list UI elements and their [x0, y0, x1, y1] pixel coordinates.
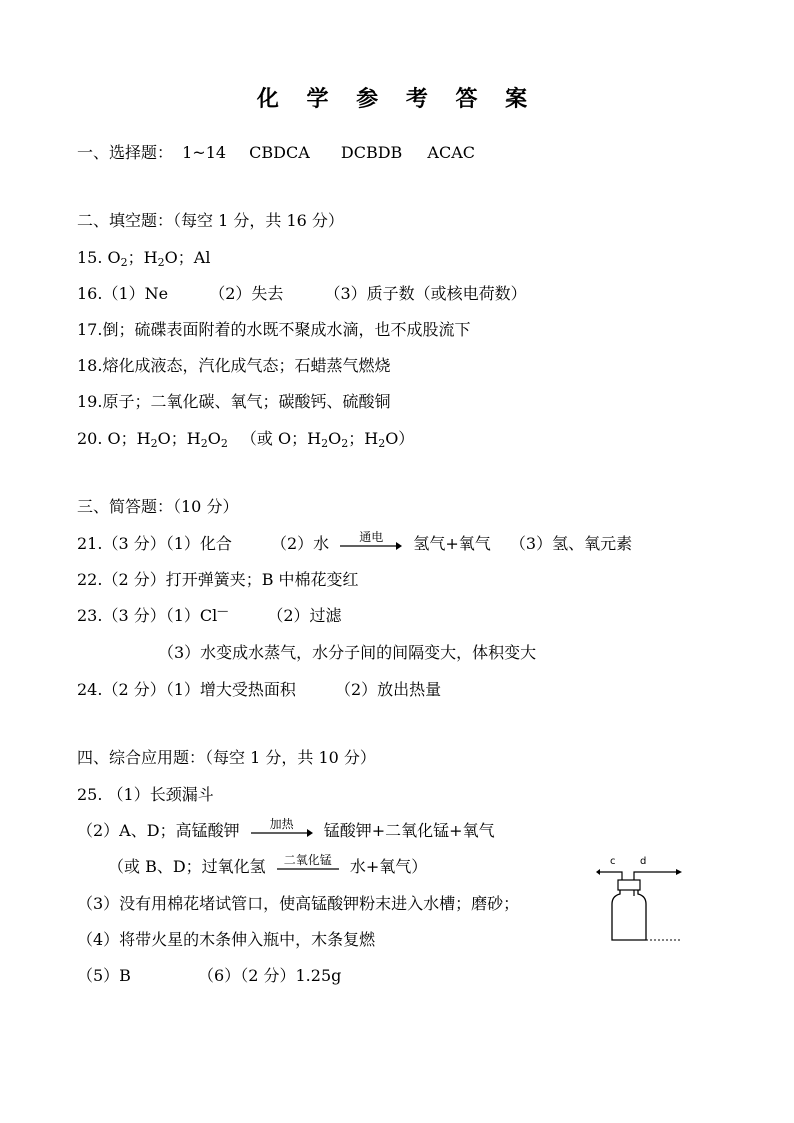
- answer-25-5-6: [77, 965, 341, 987]
- q25-6: （6）（2 分）1.25g: [198, 966, 342, 985]
- q25-5: （5）B: [77, 966, 131, 985]
- arrow-condition-electrolysis: 通电: [359, 529, 384, 544]
- section-1-choice: [77, 142, 475, 164]
- answer-17: 17.倒；硫碟表面附着的水既不聚成水滴，也不成股流下: [77, 320, 471, 339]
- answer-19: 19.原子；二氧化碳、氧气；碳酸钙、硫酸铜: [77, 392, 391, 411]
- choice-group-1: CBDCA: [249, 143, 310, 162]
- section-2-header: 二、填空题：（每空 1 分，共 16 分）: [77, 211, 344, 230]
- answer-15: [77, 247, 210, 269]
- q16-part-3: （3）质子数（或核电荷数）: [324, 284, 527, 303]
- q21-part-2-reactant: （2）水: [271, 534, 330, 553]
- q20-text-3: O: [207, 429, 221, 448]
- section-1-label: 一、选择题：: [77, 143, 174, 162]
- q15-c: O；Al: [164, 248, 211, 267]
- reaction-arrow-heat: [251, 816, 313, 841]
- answer-25-4: （4）将带火星的木条伸入瓶中，木条复燃: [77, 930, 376, 949]
- page-title: 化 学 参 考 答 案: [256, 86, 538, 112]
- arrow-condition-heat: 加热: [269, 816, 294, 831]
- q20-text-2: O；H: [157, 429, 201, 448]
- q20-sub-2: 2: [200, 437, 208, 450]
- q20-sub-4: 2: [321, 437, 329, 450]
- answer-23: [77, 605, 342, 627]
- answer-25-1: 25. （1）长颈漏斗: [77, 785, 214, 804]
- q23-head: 23.（3 分）: [77, 606, 166, 625]
- q15-a-sub: 2: [120, 256, 128, 269]
- q21-head: 21.（3 分）: [77, 534, 166, 553]
- arrow-condition-catalyst: 二氧化锰: [283, 852, 332, 867]
- answer-16: [77, 283, 527, 305]
- answer-23-part-3: （3）水变成水蒸气，水分子间的间隔变大，体积变大: [158, 643, 537, 662]
- gas-bottle-figure: [596, 850, 686, 945]
- q16-num: 16.: [77, 284, 103, 303]
- arrow-icon: [340, 542, 402, 550]
- q24-part-2: （2）放出热量: [335, 680, 442, 699]
- q24-head: 24.（2 分）: [77, 680, 166, 699]
- tube-c-label: c: [610, 856, 616, 867]
- q25-2-alt-products: 水+氧气）: [349, 857, 428, 876]
- q21-part-3: （3）氢、氧元素: [509, 534, 633, 553]
- q15-a: O: [107, 248, 121, 267]
- q20-sub-1: 2: [150, 437, 158, 450]
- answer-20: [77, 428, 414, 450]
- answer-25-3: （3）没有用棉花堵试管口，使高锰酸钾粉末进入水槽；磨砂；: [77, 894, 520, 913]
- q15-b-sub: 2: [157, 256, 165, 269]
- choice-group-2: DCBDB: [340, 143, 403, 162]
- q25-2-alt-reactant: （或 B、D；过氧化氢: [108, 857, 266, 876]
- q16-part-2: （2）失去: [209, 284, 284, 303]
- section-3-header: 三、简答题：（10 分）: [77, 497, 239, 516]
- q20-text-4: （或 O；H: [240, 429, 322, 448]
- q25-2-products: 锰酸钾+二氧化锰+氧气: [323, 821, 495, 840]
- q16-part-1: （1）Ne: [102, 284, 169, 303]
- q24-part-1: （1）增大受热面积: [165, 680, 296, 699]
- reaction-arrow-catalyst: [277, 852, 339, 877]
- answer-21: [77, 529, 633, 555]
- q20-sub-3: 2: [220, 437, 228, 450]
- tube-d-label: d: [640, 856, 647, 867]
- q21-part-1: （1）化合: [165, 534, 232, 553]
- q25-2-reactant: （2）A、D；高锰酸钾: [77, 821, 240, 840]
- q21-part-2-product: 氢气+氧气: [413, 534, 491, 553]
- q23-part-1: （1）Cl: [165, 606, 218, 625]
- q20-text-5: O: [328, 429, 342, 448]
- q20-sub-5: 2: [341, 437, 349, 450]
- q20-sub-6: 2: [378, 437, 386, 450]
- arrow-icon: [251, 829, 313, 837]
- q20-text-6: ；H: [348, 429, 379, 448]
- choice-group-3: ACAC: [427, 143, 475, 162]
- q20-text-7: O）: [385, 429, 415, 448]
- answer-25-2: [77, 816, 495, 842]
- section-4-header: 四、综合应用题：（每空 1 分，共 10 分）: [77, 748, 376, 767]
- answer-25-2-alt: [108, 852, 428, 878]
- q23-charge: —: [217, 604, 229, 618]
- choice-range: 1~14: [182, 143, 227, 162]
- answer-22: 22.（2 分）打开弹簧夹；B 中棉花变红: [77, 570, 359, 589]
- q23-part-2: （2）过滤: [267, 606, 342, 625]
- arrow-icon: [277, 865, 339, 873]
- q15-b: ；H: [127, 248, 158, 267]
- q15-num: 15.: [77, 248, 103, 267]
- q20-text-1: O；H: [107, 429, 151, 448]
- q20-num: 20.: [77, 429, 103, 448]
- answer-24: [77, 679, 441, 701]
- answer-18: 18.熔化成液态，汽化成气态；石蜡蒸气燃烧: [77, 356, 391, 375]
- reaction-arrow-electrolysis: [340, 529, 402, 554]
